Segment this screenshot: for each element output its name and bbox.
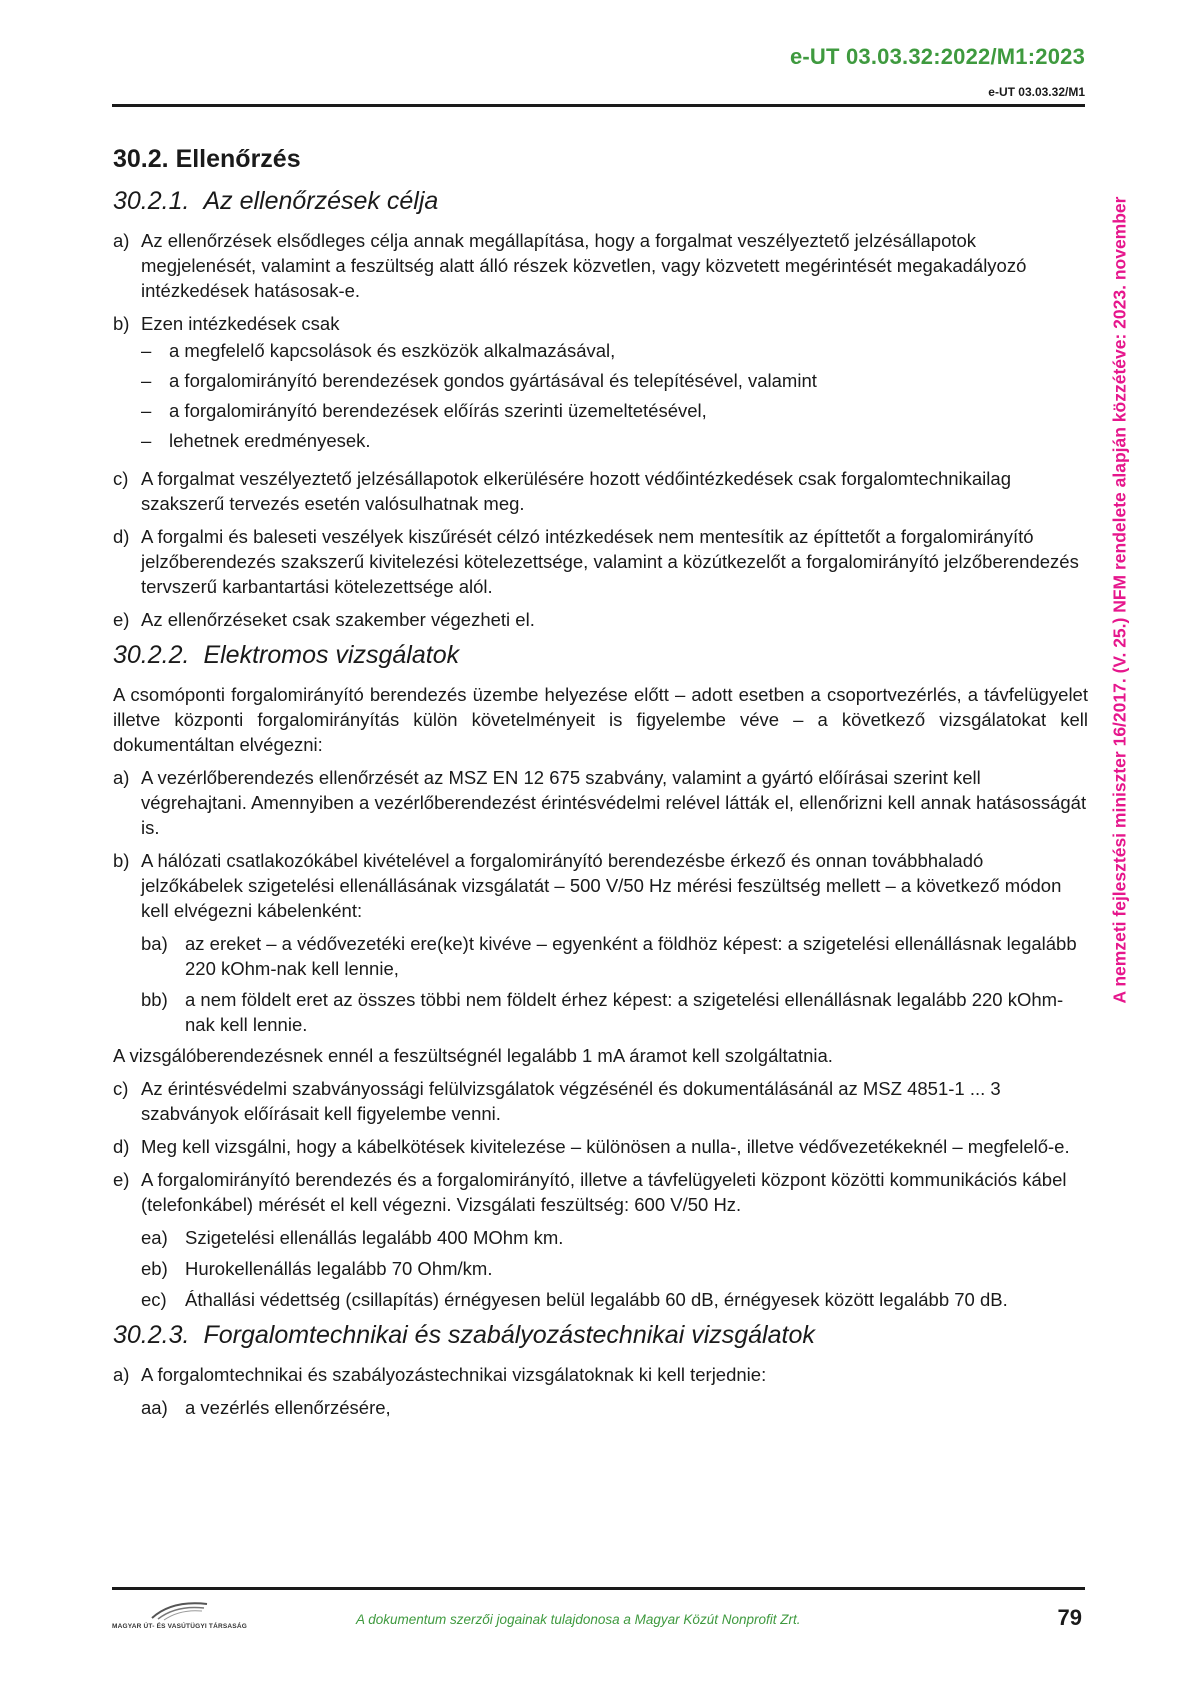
sub-item-text: Szigetelési ellenállás legalább 400 MOhm km. bbox=[185, 1227, 564, 1248]
list-item bbox=[113, 1134, 1088, 1159]
item-text: A forgalomtechnikai és szabályozástechnikai vizsgálatoknak ki kell terjednie: bbox=[141, 1364, 767, 1385]
subsection-number: 30.2.1. bbox=[113, 187, 190, 215]
list-item bbox=[113, 1076, 1088, 1126]
sub-list-item bbox=[141, 1225, 1088, 1250]
sub-list-item bbox=[141, 987, 1088, 1037]
dash-marker: – bbox=[141, 430, 152, 451]
dash-marker: – bbox=[141, 400, 152, 421]
note-paragraph: A vizsgálóberendezésnek ennél a feszültségnél legalább 1 mA áramot kell szolgáltatnia. bbox=[113, 1045, 833, 1066]
publisher-logo bbox=[112, 1598, 262, 1630]
sub-item-label: eb) bbox=[141, 1258, 168, 1279]
page-content bbox=[113, 144, 1088, 1426]
dash-marker: – bbox=[141, 340, 152, 361]
item-label: a) bbox=[113, 230, 130, 251]
list-item bbox=[113, 1362, 1088, 1387]
document-code-short: e-UT 03.03.32/M1 bbox=[988, 85, 1085, 99]
dash-list-item bbox=[141, 428, 1088, 453]
subsection-number: 30.2.3. bbox=[113, 1321, 190, 1349]
item-label: c) bbox=[113, 1078, 129, 1099]
subsection-title: Forgalomtechnikai és szabályozástechnikai vizsgálatok bbox=[203, 1321, 815, 1349]
item-label: e) bbox=[113, 1169, 130, 1190]
list-item bbox=[113, 1167, 1088, 1217]
item-label: d) bbox=[113, 526, 130, 547]
section-heading bbox=[113, 144, 1088, 174]
sub-list-item bbox=[141, 1256, 1088, 1281]
subsection-heading-3 bbox=[113, 1320, 1088, 1350]
item-text: A forgalomirányító berendezés és a forgalomirányító, illetve a távfelügyeleti központ közötti kommunikációs kábel (telefonkábel) mérését el kell végezni. Vizsgálati feszültség: 600 V/50 Hz. bbox=[141, 1169, 1067, 1215]
item-text: Ezen intézkedések csak bbox=[141, 313, 340, 334]
dash-list-item bbox=[141, 398, 1088, 423]
sub-item-text: az ereket – a védővezetéki ere(ke)t kivéve – egyenként a földhöz képest: a szigetelési ellenállásnak legalább 220 kOhm-nak kell lennie, bbox=[185, 933, 1077, 979]
item-text: Az ellenőrzések elsődleges célja annak megállapítása, hogy a forgalmat veszélyeztető jelzésállapotok megjelenését, valamint a feszültség alatt álló részek közvetlen, vagy közvetett megérintését megakadályozó intézkedések hatásosak-e. bbox=[141, 230, 1027, 301]
sub-item-text: Hurokellenállás legalább 70 Ohm/km. bbox=[185, 1258, 493, 1279]
copyright-notice: A dokumentum szerzői jogainak tulajdonosa a Magyar Közút Nonprofit Zrt. bbox=[356, 1612, 801, 1627]
list-item bbox=[113, 607, 1088, 632]
dash-list-item bbox=[141, 368, 1088, 393]
item-label: d) bbox=[113, 1136, 130, 1157]
logo-swoosh-icon bbox=[112, 1598, 262, 1622]
sub-item-text: Áthallási védettség (csillapítás) érnégyesen belül legalább 60 dB, érnégyesek között legalább 70 dB. bbox=[185, 1289, 1008, 1310]
dash-list bbox=[141, 338, 1088, 453]
list-item bbox=[113, 228, 1088, 303]
list-item bbox=[113, 524, 1088, 599]
item-text: A forgalmi és baleseti veszélyek kiszűrését célzó intézkedések nem mentesítik az építtetőt a forgalomirányító jelzőberendezés szakszerű kivitelezési kötelezettsége, valamint a közútkezelőt a forgalomirányító jelzőberendezés tervszerű karbantartási kötelezettsége alól. bbox=[141, 526, 1079, 597]
dash-item-text: a megfelelő kapcsolások és eszközök alkalmazásával, bbox=[169, 340, 616, 361]
dash-item-text: a forgalomirányító berendezések gondos gyártásával és telepítésével, valamint bbox=[169, 370, 817, 391]
sub-item-label: ea) bbox=[141, 1227, 168, 1248]
side-notice-text: A nemzeti fejlesztési miniszter 16/2017. (V. 25.) NFM rendelete alapján közzétéve: 2023. november bbox=[1109, 196, 1130, 1004]
item-label: a) bbox=[113, 1364, 130, 1385]
dash-item-text: a forgalomirányító berendezések előírás szerinti üzemeltetésével, bbox=[169, 400, 707, 421]
section-number: 30.2. bbox=[113, 145, 169, 173]
sub-list-item bbox=[141, 1395, 1088, 1420]
sub-list-item bbox=[141, 931, 1088, 981]
dash-item-text: lehetnek eredményesek. bbox=[169, 430, 371, 451]
header-rule bbox=[112, 104, 1085, 107]
subsection-heading-1 bbox=[113, 186, 1088, 216]
sub-item-label: bb) bbox=[141, 989, 168, 1010]
subsection-title: Elektromos vizsgálatok bbox=[203, 641, 460, 669]
sub-item-label: ec) bbox=[141, 1289, 167, 1310]
item-label: c) bbox=[113, 468, 129, 489]
item-label: a) bbox=[113, 767, 130, 788]
item-label: b) bbox=[113, 850, 130, 871]
subsection-heading-2 bbox=[113, 640, 1088, 670]
item-text: Az ellenőrzéseket csak szakember végezheti el. bbox=[141, 609, 535, 630]
sub-item-label: ba) bbox=[141, 933, 168, 954]
sub-list-item bbox=[141, 1287, 1088, 1312]
sub-item-text: a vezérlés ellenőrzésére, bbox=[185, 1397, 391, 1418]
item-text: Meg kell vizsgálni, hogy a kábelkötések kivitelezése – különösen a nulla-, illetve védővezetékeknél – megfelelő-e. bbox=[141, 1136, 1070, 1157]
subsection-title: Az ellenőrzések célja bbox=[203, 187, 439, 215]
sub-item-text: a nem földelt eret az összes többi nem földelt érhez képest: a szigetelési ellenállásnak legalább 220 kOhm-nak kell lennie. bbox=[185, 989, 1064, 1035]
item-label: e) bbox=[113, 609, 130, 630]
intro-paragraph: A csomóponti forgalomirányító berendezés üzembe helyezése előtt – adott esetben a csoportvezérlés, a távfelügyelet illetve központi forgalomirányítás külön követelményeit is figyelembe véve – a következő vizsgálatokat kell dokumentáltan elvégezni: bbox=[113, 684, 1088, 755]
logo-text: MAGYAR ÚT- ÉS VASÚTÜGYI TÁRSASÁG bbox=[112, 1623, 247, 1630]
sub-item-label: aa) bbox=[141, 1397, 168, 1418]
list-item bbox=[113, 466, 1088, 516]
item-label: b) bbox=[113, 313, 130, 334]
item-text: A hálózati csatlakozókábel kivételével a forgalomirányító berendezésbe érkező és onnan továbbhaladó jelzőkábelek szigetelési ellenállásának vizsgálatát – 500 V/50 Hz mérési feszültség mellett – a következő módon kell elvégezni kábelenként: bbox=[141, 850, 1062, 921]
list-item bbox=[113, 848, 1088, 923]
list-item bbox=[113, 765, 1088, 840]
page-number: 79 bbox=[1057, 1605, 1082, 1630]
dash-marker: – bbox=[141, 370, 152, 391]
dash-list-item bbox=[141, 338, 1088, 363]
subsection-number: 30.2.2. bbox=[113, 641, 190, 669]
item-text: A forgalmat veszélyeztető jelzésállapotok elkerülésére hozott védőintézkedések csak forgalomtechnikailag szakszerű tervezés esetén valósulhatnak meg. bbox=[141, 468, 1011, 514]
document-code: e-UT 03.03.32:2022/M1:2023 bbox=[789, 44, 1085, 69]
section-title: Ellenőrzés bbox=[175, 145, 301, 173]
list-item bbox=[113, 311, 1088, 458]
item-text: Az érintésvédelmi szabványossági felülvizsgálatok végzésénél és dokumentálásánál az MSZ 4851-1 ... 3 szabványok előírásait kell figyelembe venni. bbox=[141, 1078, 1001, 1124]
item-text: A vezérlőberendezés ellenőrzését az MSZ EN 12 675 szabvány, valamint a gyártó előírásai szerint kell végrehajtani. Amennyiben a vezérlőberendezést érintésvédelmi relével látták el, ellenőrizni kell annak hatásosságát is. bbox=[141, 767, 1087, 838]
footer-rule bbox=[112, 1587, 1085, 1590]
